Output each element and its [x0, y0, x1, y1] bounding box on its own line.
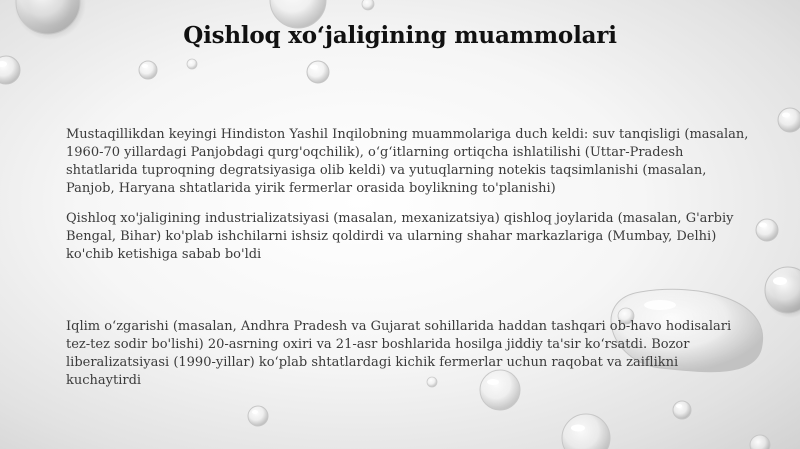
water-drop [562, 414, 610, 449]
paragraph-climate-change: Iqlim o‘zgarishi (masalan, Andhra Pradesh va Gujarat sohillarida haddan tashqari ob-havo hodisalari tez-tez sodir bo'lishi) 20-asrning oxiri va 21-asr boshlarida hosilga jiddiy ta'sir ko‘rsatdi. Bozor liberalizatsiyasi (1990-yillar) ko‘plab shtatlardagi kichik fermerlar uchun raqobat va zaiflikni kuchaytirdi [66, 319, 732, 388]
water-drop [0, 56, 20, 84]
water-drop [307, 61, 329, 83]
slide-title: Qishloq xo‘jaligining muammolari [183, 22, 617, 49]
water-drop [362, 0, 374, 10]
water-drop [750, 435, 770, 449]
water-drop [764, 266, 800, 318]
paragraph-industrialization: Qishloq xo'jaligining industrializatsiyasi (masalan, mexanizatsiya) qishloq joylarida (masalan, G'arbiy Bengal, Bihar) ko'plab ishchilarni ishsiz qoldirdi va ularning shahar markazlariga (Mumbay, Delhi) ko'chib ketishiga sabab bo'ldi [66, 211, 734, 262]
water-drop [139, 61, 157, 79]
paragraph-green-revolution: Mustaqillikdan keyingi Hindiston Yashil Inqilobning muammolariga duch keldi: suv tanqisligi (masalan, 1960-70 yillardagi Panjobdagi qurg'oqchilik), o‘g‘itlarning ortiqcha ishlatilishi (Uttar-Pradesh shtatlarida tuproqning degratsiyasiga olib keldi) va yutuqlarning notekis taqsimlanishi (masalan, Panjob, Haryana shtatlarida yirik fermerlar orasida boylikning to'planishi) [66, 127, 749, 196]
water-drop [756, 219, 778, 241]
water-drop [187, 59, 197, 69]
water-drop [778, 108, 800, 132]
water-drop [673, 401, 691, 419]
water-drop [248, 406, 268, 426]
slide-body [66, 126, 756, 390]
